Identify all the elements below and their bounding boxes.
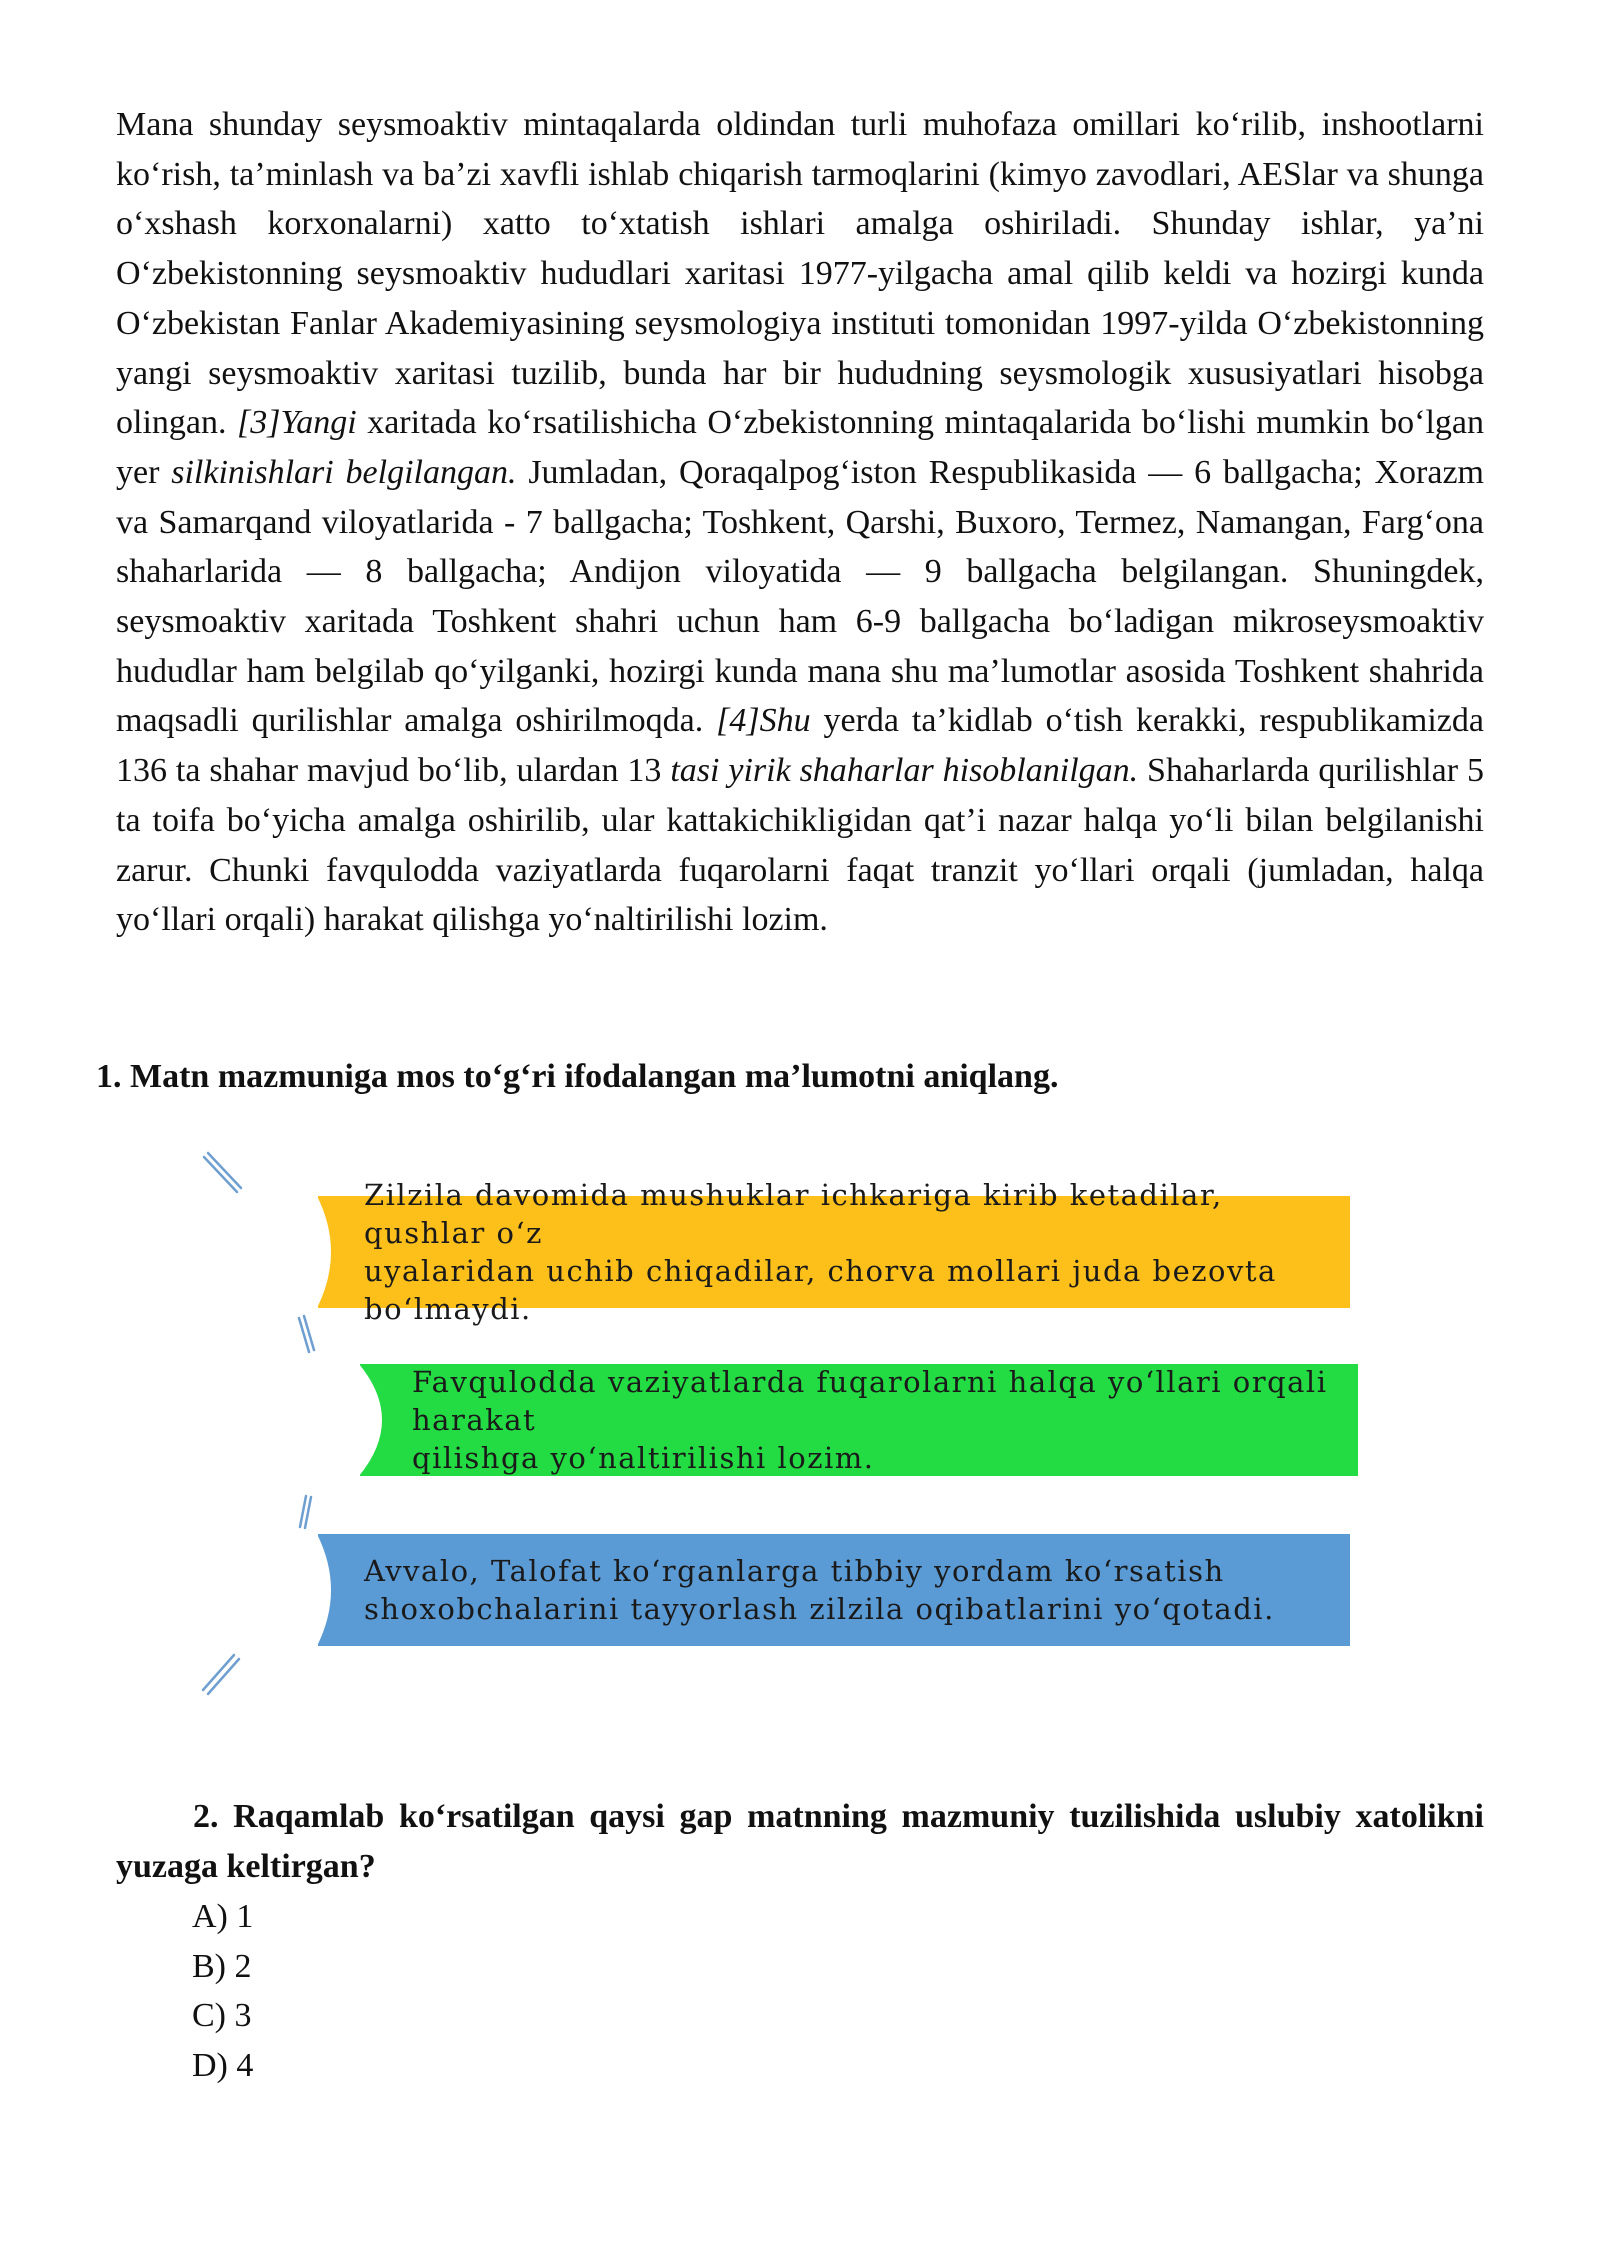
paragraph-italic-3: [4]Shu	[716, 702, 811, 740]
option-box-3-line-2: shoxobchalarini tayyorlash zilzila oqibatlarini yo‘qotadi.	[364, 1592, 1275, 1626]
option-box-2-text	[412, 1363, 1358, 1477]
answer-option-c[interactable]: C) 3	[192, 1997, 252, 2035]
option-box-3	[318, 1534, 1350, 1646]
option-box-1-line-2: uyalaridan uchib chiqadilar, chorva mollari juda bezovta bo‘lmaydi.	[364, 1254, 1277, 1326]
body-paragraph	[116, 100, 1484, 945]
paragraph-text-2: xaritada ko‘rsatilishicha O‘zbekistonning mintaqalarida bo‘lishi mumkin bo‘lgan yer	[116, 404, 1485, 491]
option-box-2-line-1: Favqulodda vaziyatlarda fuqarolarni halqa yo‘llari orqali harakat	[412, 1365, 1328, 1437]
question-2: 2. Raqamlab ko‘rsatilgan qaysi gap matnning mazmuniy tuzilishida uslubiy xatolikni yuzaga keltirgan?	[116, 1798, 1484, 1885]
answer-option-b[interactable]: B) 2	[192, 1947, 252, 1985]
option-box-2-line-2: qilishga yo‘naltirilishi lozim.	[412, 1441, 875, 1475]
paragraph-text-1: Mana shunday seysmoaktiv mintaqalarda oldindan turli muhofaza omillari ko‘rilib, inshootlarni ko‘rish, ta’minlash va ba’zi xavfli ishlab chiqarish tarmoqlarini (kimyo zavodlari, AESlar va shunga o‘xshash korxonalarni) xatto to‘xtatish ishlari amalga oshiriladi. Shunday ishlar, ya’ni O‘zbekistonning seysmoaktiv hududlari xaritasi 1977-yilgacha amal qilib keldi va hozirgi kunda O‘zbekistan Fanlar Akademiyasining seysmologiya instituti tomonidan 1997-yilda O‘zbekistonning yangi seysmoaktiv xaritasi tuzilib, bunda har bir hududning seysmologik xususiyatlari hisobga olingan.	[116, 106, 1484, 442]
answer-option-a[interactable]: A) 1	[192, 1898, 254, 1935]
paragraph-text-5: Shaharlarda qurilishlar 5 ta toifa bo‘yicha amalga oshirilib, ular kattakichikligidan qat’i nazar halqa yo‘li bilan belgilanishi zarur. Chunki favqulodda vaziyatlarda fuqarolarni faqat tranzit yo‘llari orqali (jumladan, halqa yo‘llari orqali) harakat qilishga yo‘naltirilishi lozim.	[116, 752, 1484, 939]
option-box-3-line-1: Avvalo, Talofat ko‘rganlarga tibbiy yordam ko‘rsatish	[364, 1554, 1225, 1588]
answer-option-d[interactable]: D) 4	[192, 2047, 254, 2085]
question-1: 1. Matn mazmuniga mos to‘g‘ri ifodalangan ma’lumotni aniqlang.	[96, 1058, 1059, 1095]
option-box-1-text	[364, 1176, 1350, 1328]
answer-options	[192, 1892, 253, 2091]
option-box-1	[318, 1178, 1350, 1326]
curved-cut-shape	[317, 1534, 377, 1646]
curved-cut-shape	[317, 1196, 377, 1308]
paragraph-italic-4: tasi yirik shaharlar hisoblanilgan.	[670, 752, 1139, 790]
paragraph-text-4: yerda ta’kidlab o‘tish kerakki, respublikamizda 136 ta shahar mavjud bo‘lib, ulardan 13	[116, 702, 1484, 790]
option-box-2	[360, 1364, 1358, 1476]
paragraph-italic-1: [3]Yangi	[237, 404, 357, 442]
curved-cut-shape	[359, 1364, 419, 1476]
option-box-1-line-1: Zilzila davomida mushuklar ichkariga kirib ketadilar, qushlar o‘z	[364, 1178, 1223, 1250]
option-box-3-text	[364, 1552, 1275, 1628]
paragraph-italic-2: silkinishlari belgilangan.	[171, 453, 517, 491]
paragraph-text-3: Jumladan, Qoraqalpog‘iston Respublikasida — 6 ballgacha; Xorazm va Samarqand viloyatlarida - 7 ballgacha; Toshkent, Qarshi, Buxoro, Termez, Namangan, Farg‘ona shaharlarida — 8 ballgacha; Andijon viloyatida — 9 ballgacha belgilangan. Shuningdek, seysmoaktiv xaritada Toshkent shahri uchun ham 6-9 ballgacha bo‘ladigan mikroseysmoaktiv hududlar ham belgilab qo‘yilganki, hozirgi kunda mana shu ma’lumotlar asosida Toshkent shahrida maqsadli qurilishlar amalga oshirilmoqda.	[116, 453, 1484, 740]
